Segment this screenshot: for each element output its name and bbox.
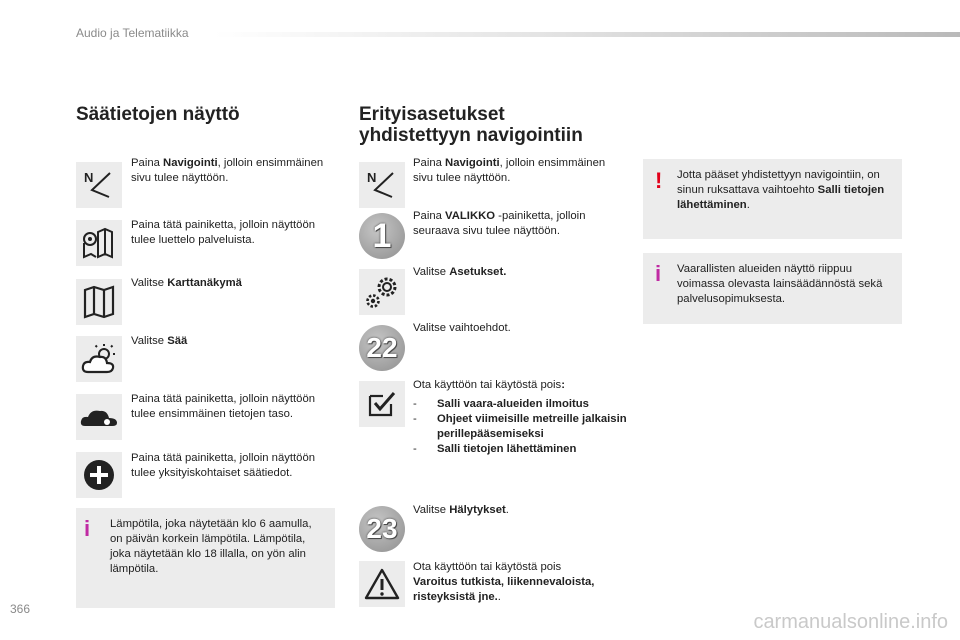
left-info-note-text: Lämpötila, joka näytetään klo 6 aamulla, on päivän korkein lämpötila. Lämpötila, joka näytetään klo 18 illalla, on yön alin lämpötila. [110,518,312,575]
watermark: carmanualsonline.info [753,611,948,633]
left-row-4-text: Valitse Sää [131,335,188,347]
checkbox-icon [359,381,405,427]
svg-text:N: N [84,170,94,185]
warning-triangle-icon [359,561,405,607]
middle-row-1-text: Paina Navigointi, jolloin ensimmäinen sivu tulee näyttöön. [413,157,606,184]
left-row-6-text: Paina tätä painiketta, jolloin näyttöön tulee yksityiskohtaiset säätiedot. [131,452,316,479]
info-icon: i [84,516,91,541]
right-info-note [643,253,902,324]
svg-text:N: N [367,170,377,185]
plus-icon [76,452,122,498]
left-row-3-text: Valitse Karttanäkymä [131,277,242,289]
page-number: 366 [10,602,31,616]
left-row-5-text: Paina tätä painiketta, jolloin näyttöön tulee ensimmäinen tietojen taso. [131,393,316,420]
step-badge-1: 1 [359,213,405,259]
right-info-note-text: Vaarallisten alueiden näyttö riippuu voimassa olevasta lainsäädännöstä sekä palvelusopimuksesta. [677,263,883,305]
navigation-n-icon [359,162,405,208]
left-section-title: Säätietojen näyttö [76,104,240,125]
step-badge-22: 22 [359,325,405,371]
middle-section-title: Erityisasetukset yhdistettyyn navigointiin [359,104,583,146]
info-icon: i [655,261,662,286]
middle-row-4-text: Valitse vaihtoehdot. [413,322,511,334]
list-item: - Salli tietojen lähettäminen [413,442,628,457]
cloud-info-icon [76,394,122,440]
header-title: Audio ja Telematiikka [76,26,189,40]
middle-row-5-text: Ota käyttöön tai käytöstä pois: - Salli vaara-alueiden ilmoitus - Ohjeet viimeisille metreille jalkaisin perillepääsemiseksi - Salli tietojen lähettäminen [413,378,628,457]
middle-row-3-text: Valitse Asetukset. [413,266,507,278]
middle-row-7-text: Ota käyttöön tai käytöstä pois Varoitus tutkista, liikennevaloista, risteyksistä jne.. [413,561,595,603]
middle-row-6-text: Valitse Hälytykset. [413,504,509,516]
step-badge-23: 23 [359,506,405,552]
map-view-icon [76,279,122,325]
header-bar [214,32,960,37]
middle-row-2-text: Paina VALIKKO -painiketta, jolloin seuraava sivu tulee näyttöön. [413,210,586,237]
left-row-1-text: Paina Navigointi, jolloin ensimmäinen sivu tulee näyttöön. [131,157,324,184]
warning-exclamation-icon: ! [655,168,663,193]
list-item: - Salli vaara-alueiden ilmoitus [413,397,628,412]
left-info-note [76,508,335,608]
right-warning-note-text: Jotta pääset yhdistettyyn navigointiin, on sinun ruksattava vaihtoehto Salli tietojen lähettäminen. [677,169,885,211]
services-map-icon [76,220,122,266]
list-item: - Ohjeet viimeisille metreille jalkaisin perillepääsemiseksi [413,412,628,442]
settings-gear-icon [359,269,405,315]
navigation-n-icon [76,162,122,208]
options-list [413,397,628,457]
left-row-2-text: Paina tätä painiketta, jolloin näyttöön tulee luettelo palveluista. [131,219,316,246]
weather-icon [76,336,122,382]
right-warning-note [643,159,902,239]
